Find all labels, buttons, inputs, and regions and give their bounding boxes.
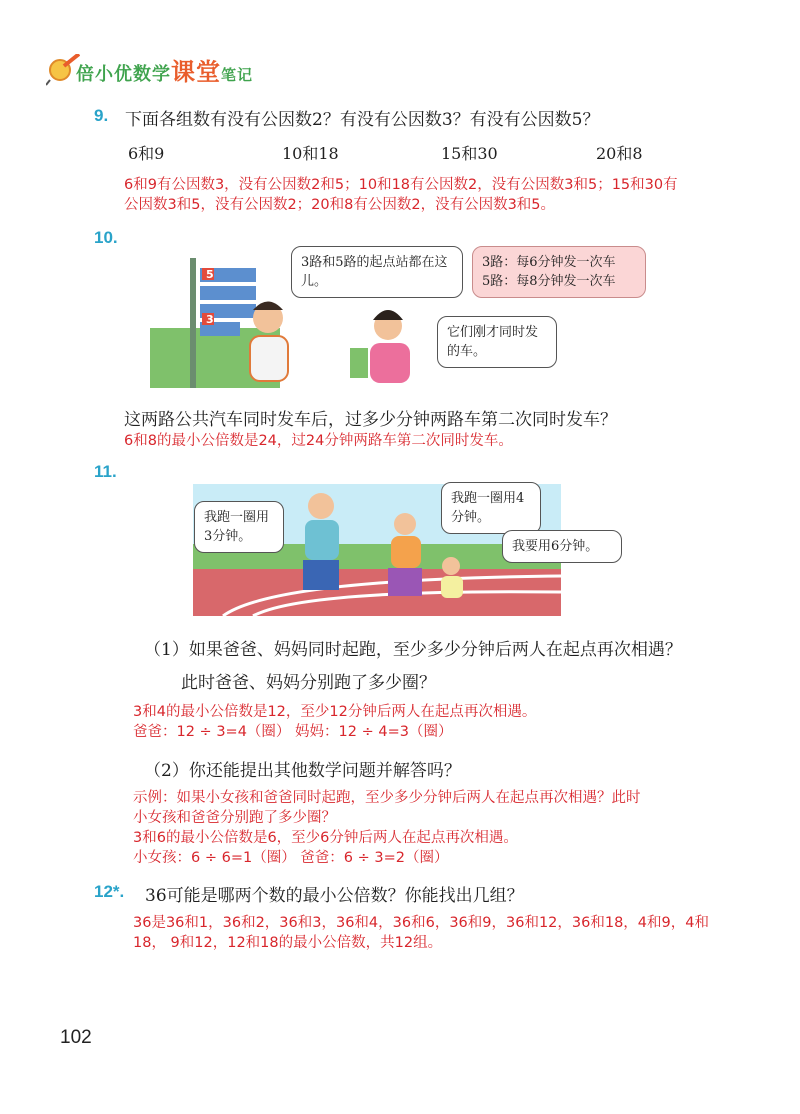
q9-answer-line-1: 6和9有公因数3，没有公因数2和5；10和18有公因数2，没有公因数3和5；15和30有: [124, 177, 678, 193]
logo-main: 倍小优数学: [76, 64, 171, 85]
q12-answer-line-2: 18， 9和12，12和18的最小公倍数，共12组。: [133, 935, 443, 951]
q11-sub1-line-2: 此时爸爸、妈妈分别跑了多少圈？: [181, 673, 436, 693]
q11-sub2-answer-line-4: 小女孩：6 ÷ 6=1（圈） 爸爸：6 ÷ 3=2（圈）: [133, 850, 449, 866]
q9-pair-1: 6和9: [128, 144, 165, 163]
q9-answer-line-2: 公因数3和5，没有公因数2；20和8有公因数2，没有公因数3和5。: [124, 197, 556, 213]
page-number: 102: [60, 1027, 92, 1048]
q10-number: 10.: [94, 228, 118, 247]
q11-sub2-answer-line-3: 3和6的最小公倍数是6，至少6分钟后两人在起点再次相遇。: [133, 830, 518, 846]
sign-number-5: 5: [206, 268, 214, 281]
q9-question: 下面各组数有没有公因数2？有没有公因数3？有没有公因数5？: [125, 110, 600, 130]
q9-pair-3: 15和30: [441, 144, 498, 163]
q11-sub1-answer-line-2: 爸爸：12 ÷ 3=4（圈） 妈妈：12 ÷ 4=3（圈）: [133, 724, 453, 740]
q10-bubble-boy: 3路和5路的起点站都在这儿。: [291, 246, 463, 298]
q9-answer: [124, 175, 744, 215]
q9-pair-4: 20和8: [596, 144, 643, 163]
q11-sub2: （2）你还能提出其他数学问题并解答吗？: [144, 761, 461, 781]
q11-sub1-answer: [133, 702, 536, 742]
q10-info-line-1: 3路：每6分钟发一次车: [482, 255, 616, 270]
q10-info-line-2: 5路：每8分钟发一次车: [482, 274, 616, 289]
q10-bubble-info: [472, 246, 646, 298]
q10-question: 这两路公共汽车同时发车后，过多少分钟两路车第二次同时发车？: [124, 410, 617, 430]
logo-big: 课堂: [171, 58, 221, 86]
q11-bubble-girl: 我要用6分钟。: [502, 530, 622, 563]
sign-number-3: 3: [206, 313, 214, 326]
q9-pair-2: 10和18: [282, 144, 339, 163]
q9-number: 9.: [94, 106, 109, 125]
q11-sub2-answer: [133, 788, 753, 868]
pencil-icon: [46, 54, 80, 86]
q11-sub1-answer-line-1: 3和4的最小公倍数是12，至少12分钟后两人在起点再次相遇。: [133, 704, 537, 720]
q10-answer: 6和8的最小公倍数是24，过24分钟两路车第二次同时发车。: [124, 433, 513, 449]
q11-bubble-mom: 我跑一圈用4分钟。: [441, 482, 541, 534]
q11-sub1-line-1: （1）如果爸爸、妈妈同时起跑，至少多少分钟后两人在起点再次相遇？: [144, 640, 682, 660]
q12-number: 12*.: [94, 882, 125, 901]
q11-sub2-answer-line-1: 示例：如果小女孩和爸爸同时起跑，至少多少分钟后两人在起点再次相遇？此时: [133, 790, 641, 806]
header-logo: [46, 46, 306, 90]
q12-question: 36可能是哪两个数的最小公倍数？你能找出几组？: [145, 886, 524, 906]
q12-answer: [133, 913, 753, 953]
q11-sub2-answer-line-2: 小女孩和爸爸分别跑了多少圈？: [133, 810, 336, 826]
q11-number: 11.: [94, 462, 117, 481]
q10-bubble-girl: 它们刚才同时发的车。: [437, 316, 557, 368]
q12-answer-line-1: 36是36和1，36和2，36和3，36和4，36和6，36和9，36和12，36和18，4和9，4和: [133, 915, 709, 931]
logo-small: 笔记: [221, 66, 254, 84]
q11-bubble-dad: 我跑一圈用3分钟。: [194, 501, 284, 553]
